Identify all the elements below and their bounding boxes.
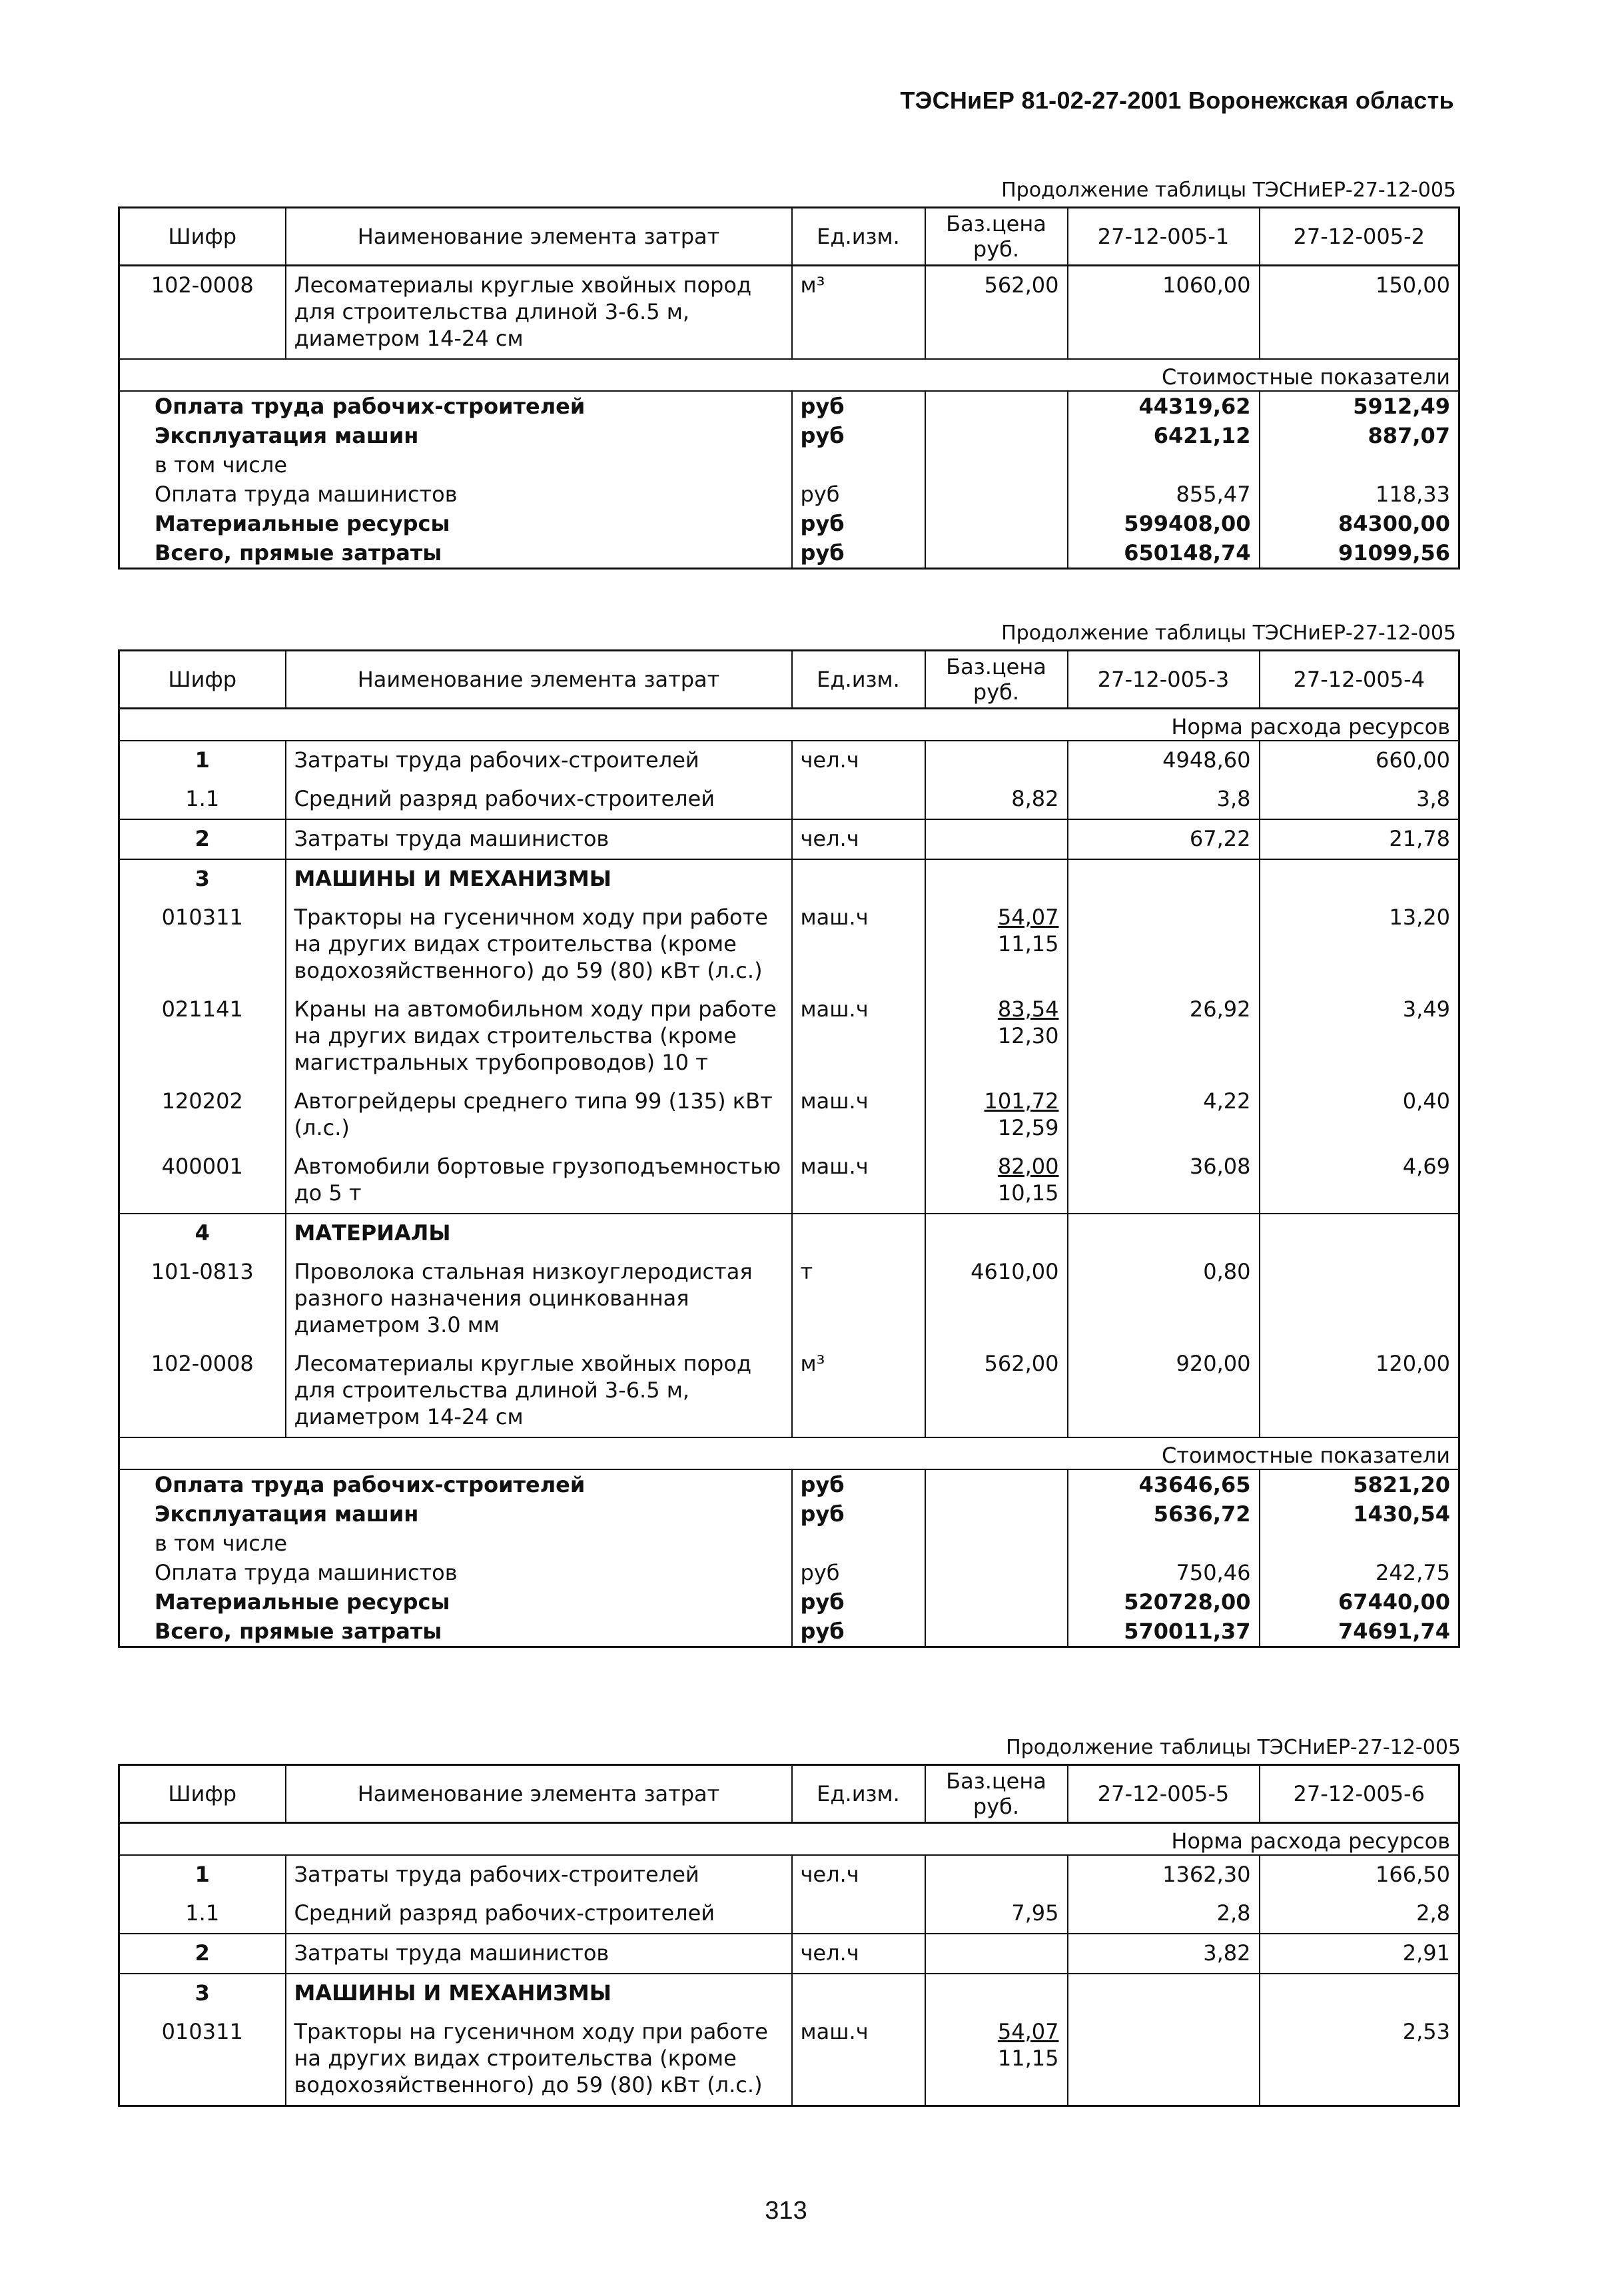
row-name: МАТЕРИАЛЫ <box>286 1214 792 1253</box>
row-value-1: 3,82 <box>1068 1934 1260 1974</box>
summary-label: Оплата труда рабочих-строителей <box>119 1469 792 1499</box>
header-col1: 27-12-005-1 <box>1068 208 1260 266</box>
row-name: МАШИНЫ И МЕХАНИЗМЫ <box>286 859 792 899</box>
section-label: Норма расхода ресурсов <box>119 709 1459 741</box>
summary-value-2: 67440,00 <box>1260 1587 1459 1617</box>
row-value-1: 4,22 <box>1068 1082 1260 1148</box>
page-header: ТЭСНиЕР 81-02-27-2001 Воронежская область <box>900 87 1454 114</box>
row-price-value: 83,54 <box>997 996 1059 1022</box>
row-unit: т <box>792 1253 925 1345</box>
summary-value-2: 242,75 <box>1260 1558 1459 1587</box>
row-name: Затраты труда машинистов <box>286 819 792 859</box>
row-value-2 <box>1260 859 1459 899</box>
row-value-2: 120,00 <box>1260 1345 1459 1437</box>
summary-value-1: 650148,74 <box>1068 538 1260 569</box>
section-row <box>119 1823 1459 1856</box>
row-name: Затраты труда машинистов <box>286 1934 792 1974</box>
table-header-row <box>119 208 1459 266</box>
row-value-2: 2,91 <box>1260 1934 1459 1974</box>
row-name: Тракторы на гусеничном ходу при работе на других видах строительства (кроме водохозяйственного) до 59 (80) кВт (л.с.) <box>286 899 792 990</box>
row-price-machinist: 12,59 <box>997 1115 1059 1140</box>
summary-row <box>119 480 1459 509</box>
header-unit: Ед.изм. <box>792 651 925 709</box>
row-value-2: 4,69 <box>1260 1148 1459 1214</box>
header-name: Наименование элемента затрат <box>286 651 792 709</box>
row-value-2: 2,53 <box>1260 2013 1459 2106</box>
row-code: 1.1 <box>119 1894 286 1934</box>
row-unit: маш.ч <box>792 899 925 990</box>
table-row <box>119 899 1459 990</box>
summary-value-1: 43646,65 <box>1068 1469 1260 1499</box>
summary-unit: руб <box>792 509 925 538</box>
table-row <box>119 1253 1459 1345</box>
summary-row <box>119 1499 1459 1529</box>
summary-label: Материальные ресурсы <box>119 509 792 538</box>
table-row <box>119 859 1459 899</box>
table-row <box>119 1894 1459 1934</box>
summary-unit: руб <box>792 1499 925 1529</box>
summary-unit: руб <box>792 391 925 421</box>
row-name: Средний разряд рабочих-строителей <box>286 1894 792 1934</box>
section-label: Стоимостные показатели <box>119 359 1459 391</box>
row-code: 010311 <box>119 2013 286 2106</box>
section-label: Норма расхода ресурсов <box>119 1823 1459 1856</box>
summary-row <box>119 1587 1459 1617</box>
row-code: 101-0813 <box>119 1253 286 1345</box>
row-code: 120202 <box>119 1082 286 1148</box>
row-value-1: 0,80 <box>1068 1253 1260 1345</box>
summary-value-2: 91099,56 <box>1260 538 1459 569</box>
row-price <box>925 780 1068 819</box>
row-price-machinist: 11,15 <box>997 931 1059 957</box>
row-value-2: 3,49 <box>1260 990 1459 1082</box>
row-unit <box>792 859 925 899</box>
row-price-value: 4610,00 <box>971 1259 1059 1284</box>
summary-unit <box>792 1529 925 1558</box>
row-price-value: 54,07 <box>997 905 1059 930</box>
row-value-1 <box>1068 1214 1260 1253</box>
summary-price-empty <box>925 1558 1068 1587</box>
row-price-value: 54,07 <box>997 2019 1059 2044</box>
row-value-2 <box>1260 1974 1459 2013</box>
summary-value-2 <box>1260 1529 1459 1558</box>
row-unit <box>792 780 925 819</box>
row-unit: чел.ч <box>792 1855 925 1894</box>
summary-row <box>119 1617 1459 1647</box>
row-price <box>925 859 1068 899</box>
table-row <box>119 1148 1459 1214</box>
row-value-2 <box>1260 1214 1459 1253</box>
summary-value-1: 6421,12 <box>1068 421 1260 450</box>
row-value-1 <box>1068 2013 1260 2106</box>
row-name: Лесоматериалы круглые хвойных пород для строительства длиной 3-6.5 м, диаметром 14-24 см <box>286 1345 792 1437</box>
section-label: Стоимостные показатели <box>119 1437 1459 1469</box>
summary-row <box>119 509 1459 538</box>
row-price <box>925 1345 1068 1437</box>
row-name: Средний разряд рабочих-строителей <box>286 780 792 819</box>
row-price <box>925 1214 1068 1253</box>
header-code: Шифр <box>119 208 286 266</box>
summary-price-empty <box>925 1587 1068 1617</box>
row-value-1: 67,22 <box>1068 819 1260 859</box>
row-name: Затраты труда рабочих-строителей <box>286 1855 792 1894</box>
row-value-1 <box>1068 859 1260 899</box>
row-price-value: 82,00 <box>997 1154 1059 1179</box>
summary-row <box>119 391 1459 421</box>
header-price: Баз.цена руб. <box>925 651 1068 709</box>
row-price-value: 101,72 <box>984 1088 1059 1114</box>
summary-price-empty <box>925 1469 1068 1499</box>
header-col2: 27-12-005-4 <box>1260 651 1459 709</box>
table-row <box>119 1855 1459 1894</box>
row-unit: м³ <box>792 266 925 360</box>
resource-table <box>118 1764 1460 2107</box>
row-value-1: 26,92 <box>1068 990 1260 1082</box>
summary-value-2: 118,33 <box>1260 480 1459 509</box>
table-row <box>119 1345 1459 1437</box>
row-value-2: 2,8 <box>1260 1894 1459 1934</box>
row-code: 1.1 <box>119 780 286 819</box>
header-name: Наименование элемента затрат <box>286 208 792 266</box>
summary-unit <box>792 450 925 480</box>
resource-table <box>118 206 1460 570</box>
section-row <box>119 359 1459 391</box>
summary-price-empty <box>925 391 1068 421</box>
row-code: 3 <box>119 859 286 899</box>
header-code: Шифр <box>119 651 286 709</box>
row-price <box>925 1855 1068 1894</box>
row-value-2 <box>1260 1253 1459 1345</box>
row-name: Тракторы на гусеничном ходу при работе на других видах строительства (кроме водохозяйственного) до 59 (80) кВт (л.с.) <box>286 2013 792 2106</box>
summary-label: в том числе <box>119 450 792 480</box>
row-code: 010311 <box>119 899 286 990</box>
summary-value-2: 84300,00 <box>1260 509 1459 538</box>
summary-label: Материальные ресурсы <box>119 1587 792 1617</box>
row-name: Автомобили бортовые грузоподъемностью до 5 т <box>286 1148 792 1214</box>
row-name: МАШИНЫ И МЕХАНИЗМЫ <box>286 1974 792 2013</box>
row-value-2: 13,20 <box>1260 899 1459 990</box>
header-name: Наименование элемента затрат <box>286 1765 792 1823</box>
summary-label: Эксплуатация машин <box>119 1499 792 1529</box>
row-price <box>925 1253 1068 1345</box>
summary-price-empty <box>925 1529 1068 1558</box>
row-price-value: 562,00 <box>984 272 1059 298</box>
table-header-row <box>119 651 1459 709</box>
row-unit <box>792 1974 925 2013</box>
row-code: 1 <box>119 741 286 780</box>
row-code: 2 <box>119 1934 286 1974</box>
section-row <box>119 1437 1459 1469</box>
resource-table <box>118 649 1460 1648</box>
row-name: Краны на автомобильном ходу при работе на других видах строительства (кроме магистральных трубопроводов) 10 т <box>286 990 792 1082</box>
summary-row <box>119 421 1459 450</box>
header-col1: 27-12-005-3 <box>1068 651 1260 709</box>
row-value-1 <box>1068 899 1260 990</box>
summary-value-1: 44319,62 <box>1068 391 1260 421</box>
summary-price-empty <box>925 509 1068 538</box>
header-col2: 27-12-005-2 <box>1260 208 1459 266</box>
summary-label: Оплата труда машинистов <box>119 1558 792 1587</box>
header-col2: 27-12-005-6 <box>1260 1765 1459 1823</box>
summary-value-2 <box>1260 450 1459 480</box>
summary-value-1: 520728,00 <box>1068 1587 1260 1617</box>
row-unit: маш.ч <box>792 2013 925 2106</box>
summary-price-empty <box>925 538 1068 569</box>
row-value-1: 36,08 <box>1068 1148 1260 1214</box>
summary-value-1: 750,46 <box>1068 1558 1260 1587</box>
row-value-1: 2,8 <box>1068 1894 1260 1934</box>
row-value-1 <box>1068 1974 1260 2013</box>
summary-label: Эксплуатация машин <box>119 421 792 450</box>
summary-row <box>119 1469 1459 1499</box>
section-row <box>119 709 1459 741</box>
row-price <box>925 819 1068 859</box>
summary-value-2: 5821,20 <box>1260 1469 1459 1499</box>
row-price <box>925 1894 1068 1934</box>
row-unit: м³ <box>792 1345 925 1437</box>
row-value-2: 21,78 <box>1260 819 1459 859</box>
row-price <box>925 1082 1068 1148</box>
summary-value-2: 1430,54 <box>1260 1499 1459 1529</box>
row-unit: маш.ч <box>792 1148 925 1214</box>
summary-label: Оплата труда рабочих-строителей <box>119 391 792 421</box>
row-name: Лесоматериалы круглые хвойных пород для строительства длиной 3-6.5 м, диаметром 14-24 см <box>286 266 792 360</box>
summary-row <box>119 538 1459 569</box>
page-number: 313 <box>765 2197 807 2225</box>
summary-unit: руб <box>792 1587 925 1617</box>
row-unit: чел.ч <box>792 819 925 859</box>
summary-unit: руб <box>792 538 925 569</box>
summary-label: Всего, прямые затраты <box>119 1617 792 1647</box>
summary-price-empty <box>925 421 1068 450</box>
summary-value-1: 599408,00 <box>1068 509 1260 538</box>
table-header-row <box>119 1765 1459 1823</box>
summary-unit: руб <box>792 421 925 450</box>
summary-unit: руб <box>792 1558 925 1587</box>
row-value-1: 920,00 <box>1068 1345 1260 1437</box>
table-row <box>119 1214 1459 1253</box>
row-price-value: 7,95 <box>1011 1900 1059 1926</box>
row-code: 1 <box>119 1855 286 1894</box>
row-value-1: 1060,00 <box>1068 266 1260 360</box>
summary-price-empty <box>925 450 1068 480</box>
table-row <box>119 2013 1459 2106</box>
summary-value-2: 887,07 <box>1260 421 1459 450</box>
row-price-value: 8,82 <box>1011 786 1059 811</box>
row-code: 021141 <box>119 990 286 1082</box>
summary-value-2: 74691,74 <box>1260 1617 1459 1647</box>
row-price <box>925 899 1068 990</box>
header-unit: Ед.изм. <box>792 1765 925 1823</box>
header-price: Баз.цена руб. <box>925 1765 1068 1823</box>
summary-unit: руб <box>792 1469 925 1499</box>
row-unit <box>792 1214 925 1253</box>
row-price-machinist: 10,15 <box>997 1180 1059 1206</box>
table-row <box>119 741 1459 780</box>
summary-row <box>119 1529 1459 1558</box>
row-name: Проволока стальная низкоуглеродистая разного назначения оцинкованная диаметром 3.0 мм <box>286 1253 792 1345</box>
summary-unit: руб <box>792 1617 925 1647</box>
row-code: 102-0008 <box>119 1345 286 1437</box>
row-unit: чел.ч <box>792 1934 925 1974</box>
summary-label: в том числе <box>119 1529 792 1558</box>
row-value-2: 660,00 <box>1260 741 1459 780</box>
table-row <box>119 819 1459 859</box>
row-unit <box>792 1894 925 1934</box>
summary-unit: руб <box>792 480 925 509</box>
row-unit: маш.ч <box>792 990 925 1082</box>
summary-label: Всего, прямые затраты <box>119 538 792 569</box>
row-value-1: 3,8 <box>1068 780 1260 819</box>
header-unit: Ед.изм. <box>792 208 925 266</box>
row-code: 400001 <box>119 1148 286 1214</box>
header-price: Баз.цена руб. <box>925 208 1068 266</box>
row-value-1: 4948,60 <box>1068 741 1260 780</box>
table-continuation-label: Продолжение таблицы ТЭСНиЕР-27-12-005 <box>1001 621 1456 645</box>
summary-value-1: 570011,37 <box>1068 1617 1260 1647</box>
table-row <box>119 1974 1459 2013</box>
table-continuation-label: Продолжение таблицы ТЭСНиЕР-27-12-005 <box>1006 1736 1461 1759</box>
row-price-value: 562,00 <box>984 1351 1059 1376</box>
row-value-2: 0,40 <box>1260 1082 1459 1148</box>
row-price-machinist: 11,15 <box>997 2046 1059 2071</box>
row-name: Затраты труда рабочих-строителей <box>286 741 792 780</box>
summary-value-1: 5636,72 <box>1068 1499 1260 1529</box>
header-col1: 27-12-005-5 <box>1068 1765 1260 1823</box>
row-value-2: 3,8 <box>1260 780 1459 819</box>
row-code: 4 <box>119 1214 286 1253</box>
row-price <box>925 1974 1068 2013</box>
summary-price-empty <box>925 1617 1068 1647</box>
row-price <box>925 1148 1068 1214</box>
row-name: Автогрейдеры среднего типа 99 (135) кВт (л.с.) <box>286 1082 792 1148</box>
table-row <box>119 990 1459 1082</box>
summary-value-1: 855,47 <box>1068 480 1260 509</box>
summary-price-empty <box>925 480 1068 509</box>
table-row <box>119 266 1459 360</box>
table-row <box>119 1934 1459 1974</box>
row-value-2: 166,50 <box>1260 1855 1459 1894</box>
row-code: 2 <box>119 819 286 859</box>
row-value-1: 1362,30 <box>1068 1855 1260 1894</box>
row-code: 3 <box>119 1974 286 2013</box>
row-price <box>925 741 1068 780</box>
summary-row <box>119 1558 1459 1587</box>
header-code: Шифр <box>119 1765 286 1823</box>
row-value-2: 150,00 <box>1260 266 1459 360</box>
table-row <box>119 1082 1459 1148</box>
summary-value-1 <box>1068 450 1260 480</box>
row-price-machinist: 12,30 <box>997 1023 1059 1048</box>
row-price <box>925 990 1068 1082</box>
table-continuation-label: Продолжение таблицы ТЭСНиЕР-27-12-005 <box>1001 179 1456 202</box>
table-row <box>119 780 1459 819</box>
row-code: 102-0008 <box>119 266 286 360</box>
summary-value-2: 5912,49 <box>1260 391 1459 421</box>
row-price <box>925 2013 1068 2106</box>
summary-label: Оплата труда машинистов <box>119 480 792 509</box>
summary-value-1 <box>1068 1529 1260 1558</box>
row-price <box>925 1934 1068 1974</box>
row-price <box>925 266 1068 360</box>
summary-price-empty <box>925 1499 1068 1529</box>
row-unit: чел.ч <box>792 741 925 780</box>
summary-row <box>119 450 1459 480</box>
row-unit: маш.ч <box>792 1082 925 1148</box>
